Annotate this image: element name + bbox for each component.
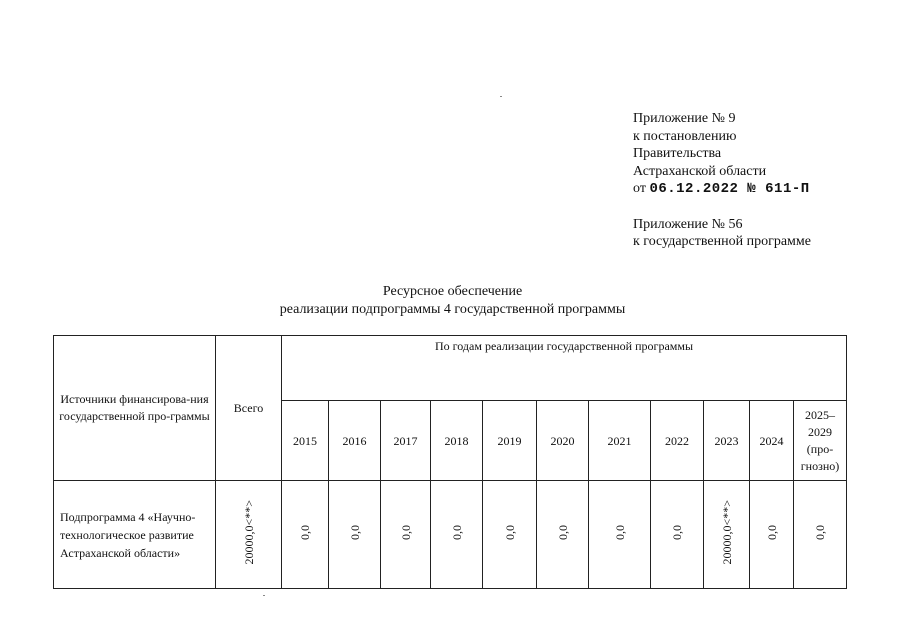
scan-speck [500,96,502,97]
resolution-date-number: 06.12.2022 № 611-П [649,181,810,197]
header-year: 2018 [431,401,483,481]
row-value [704,481,750,589]
scan-speck [263,595,265,596]
government-label: Правительства [633,146,722,161]
row-value [381,481,431,589]
region-label: Астраханской области [633,163,767,179]
period-line: (про- [806,441,834,456]
header-year: 2019 [483,401,537,481]
value-text: 0,0 [612,525,627,540]
from-prefix: от [633,181,646,196]
title-line-1: Ресурсное обеспечение [382,284,523,299]
row-source: Подпрограмма 4 «Научно-технологическое развитие Астраханской области» [54,481,216,589]
header-period-2025-2029 [794,401,847,481]
value-text: 0,0 [298,525,312,540]
header-year: 2015 [282,401,329,481]
row-value [282,481,329,589]
header-year: 2023 [704,401,750,481]
value-text: 0,0 [555,525,570,540]
document-title [0,283,905,318]
header-year: 2021 [589,401,651,481]
row-total [216,481,282,589]
value-text: 0,0 [813,525,827,540]
annex-number: Приложение № 9 [633,111,736,126]
period-line: 2029 [808,424,832,439]
annex-program-number: Приложение № 56 [633,216,743,232]
value-text: 0,0 [670,525,684,540]
row-value [537,481,589,589]
value-text: 0,0 [502,525,517,540]
header-years-group: По годам реализации государственной программы [282,336,847,401]
table-row [54,481,847,589]
header-year: 2016 [329,401,381,481]
header-year: 2022 [651,401,704,481]
row-value [794,481,847,589]
row-value [431,481,483,589]
value-text: 0,0 [398,525,413,540]
period-line: гнозно) [800,458,840,473]
row-value [329,481,381,589]
row-value [750,481,794,589]
header-year: 2024 [750,401,794,481]
title-line-2: реализации подпрограммы 4 государственной программы [279,301,626,317]
to-program-label: к государственной программе [633,234,811,249]
row-value [483,481,537,589]
header-year: 2017 [381,401,431,481]
value-text: 0,0 [347,525,362,540]
value-text: 20000,0<**> [719,500,734,565]
value-text: 0,0 [764,525,779,540]
header-total: Всего [216,336,282,481]
resolution-date-line [633,180,811,199]
to-resolution: к постановлению [633,128,737,144]
row-total-value: 20000,0<**> [241,500,256,565]
row-value [589,481,651,589]
header-source: Источники финансирова-ния государственной про-граммы [54,336,216,481]
value-text: 0,0 [449,525,464,540]
row-value [651,481,704,589]
annex-header [633,110,811,251]
header-year: 2020 [537,401,589,481]
period-line: 2025– [805,407,835,422]
resource-table [53,335,847,589]
